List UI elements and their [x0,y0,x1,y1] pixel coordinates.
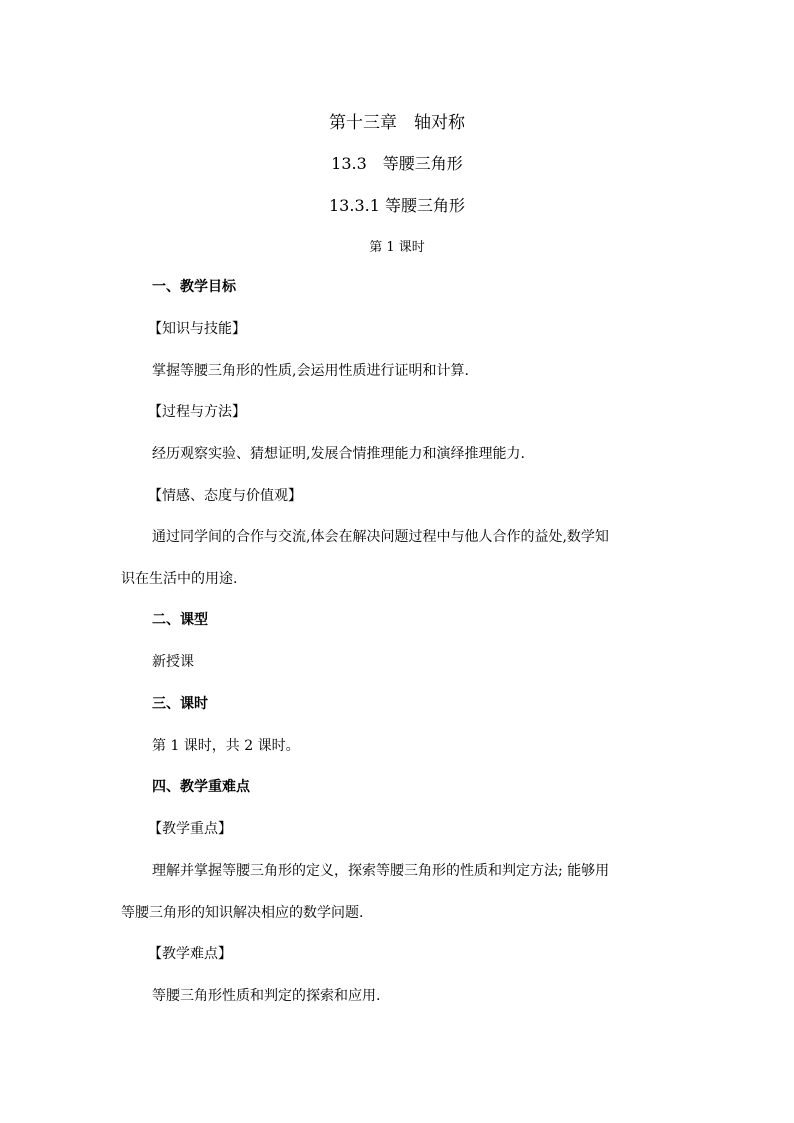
hours-heading: 三、课时 [152,696,208,712]
type-heading: 二、课型 [152,612,208,628]
lesson-title: 第 1 课时 [369,240,425,255]
section-title: 13.3 等腰三角形 [331,154,463,173]
goals-heading: 一、教学目标 [152,279,236,295]
knowledge-heading: 【知识与技能】 [148,321,246,337]
process-heading: 【过程与方法】 [148,404,246,420]
knowledge-text: 掌握等腰三角形的性质,会运用性质进行证明和计算. [152,363,469,379]
subsection-title: 13.3.1 等腰三角形 [329,196,465,215]
chapter-title: 第十三章 轴对称 [329,113,465,133]
key-text-line1: 理解并掌握等腰三角形的定义，探索等腰三角形的性质和判定方法; 能够用 [152,863,610,879]
type-text: 新授课 [152,654,194,670]
hours-text: 第 1 课时，共 2 课时。 [152,738,300,754]
emotion-text-line1: 通过同学间的合作与交流,体会在解决问题过程中与他人合作的益处,数学知 [152,529,609,545]
process-text: 经历观察实验、猜想证明,发展合情推理能力和演绎推理能力. [152,446,525,462]
focus-heading: 四、教学重难点 [152,779,250,795]
emotion-text-line2: 识在生活中的用途. [121,571,238,587]
difficult-heading: 【教学难点】 [148,946,232,962]
difficult-text: 等腰三角形性质和判定的探索和应用. [152,988,381,1004]
key-heading: 【教学重点】 [148,821,232,837]
key-text-line2: 等腰三角形的知识解决相应的数学问题. [121,905,364,921]
emotion-heading: 【情感、态度与价值观】 [148,488,302,504]
